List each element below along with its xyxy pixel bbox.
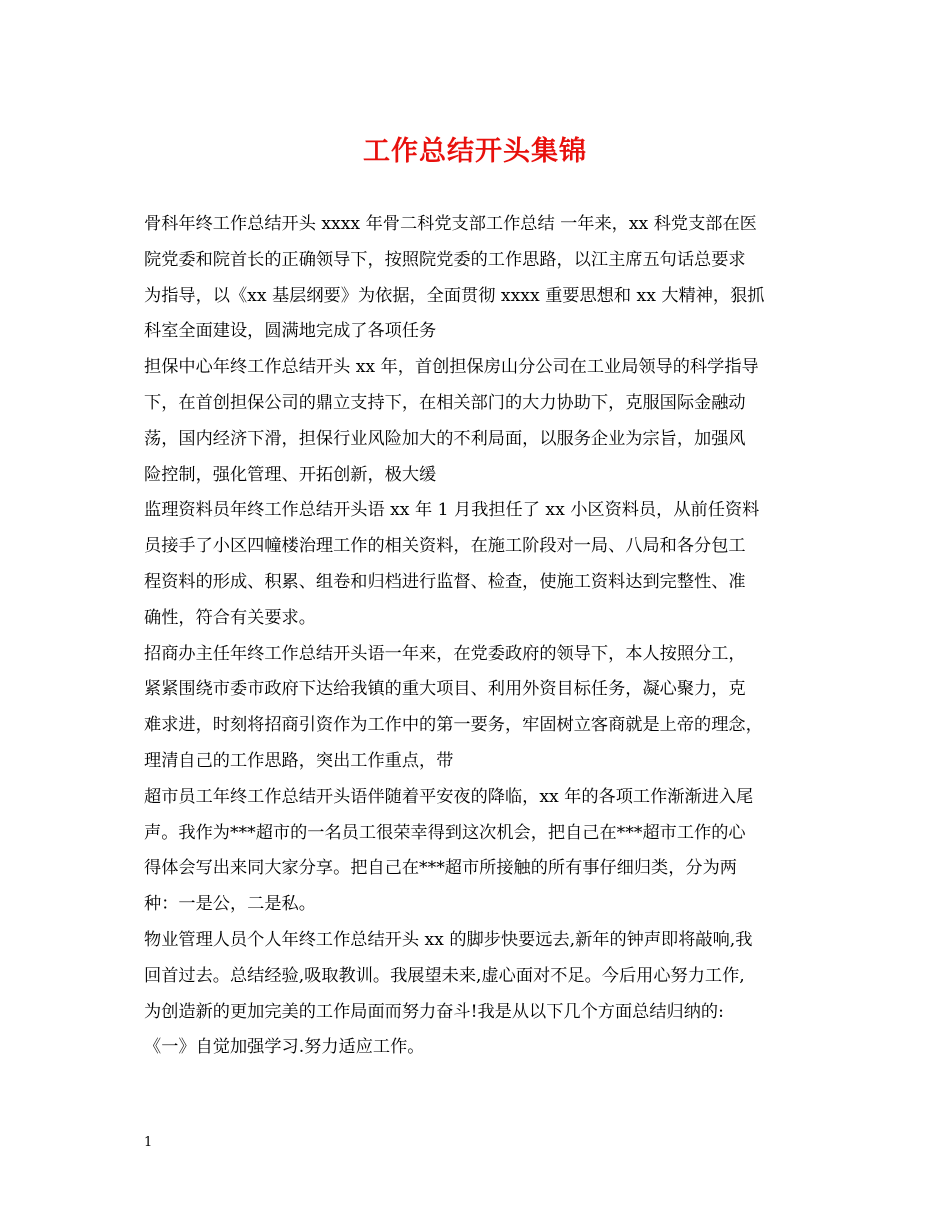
text-line: 招商办主任年终工作总结开头语一年来，在党委政府的领导下，本人按照分工， xyxy=(144,643,746,664)
text-line: 科室全面建设，圆满地完成了各项任务 xyxy=(144,321,437,342)
text-line: 超市员工年终工作总结开头语伴随着平安夜的降临，xx 年的各项工作渐渐进入尾 xyxy=(144,786,754,807)
text-line: 员接手了小区四幢楼治理工作的相关资料，在施工阶段对一局、八局和各分包工 xyxy=(144,536,746,557)
text-line: 声。我作为***超市的一名员工很荣幸得到这次机会，把自己在***超市工作的心 xyxy=(144,822,746,843)
text-line: 骨科年终工作总结开头 xxxx 年骨二科党支部工作总结 一年来，xx 科党支部在医 xyxy=(144,214,757,234)
text-line: 《一》自觉加强学习.努力适应工作。 xyxy=(144,1037,425,1058)
document-title: 工作总结开头集锦 xyxy=(363,136,587,167)
text-line: 为创造新的更加完美的工作局面而努力奋斗!我是从以下几个方面总结归纳的: xyxy=(144,1001,724,1022)
page-number: 1 xyxy=(144,1135,153,1150)
text-line: 得体会写出来同大家分享。把自己在***超市所接触的所有事仔细归类，分为两 xyxy=(144,858,737,879)
text-line: 荡，国内经济下滑，担保行业风险加大的不利局面，以服务企业为宗旨，加强风 xyxy=(144,428,746,449)
text-line: 险控制，强化管理、开拓创新，极大缓 xyxy=(144,464,437,485)
text-line: 理清自己的工作思路，突出工作重点，带 xyxy=(144,750,454,771)
text-line: 物业管理人员个人年终工作总结开头 xx 的脚步快要远去,新年的钟声即将敲响,我 xyxy=(144,929,753,950)
text-line: 紧紧围绕市委市政府下达给我镇的重大项目、利用外资目标任务，凝心聚力，克 xyxy=(144,679,746,700)
text-line: 难求进，时刻将招商引资作为工作中的第一要务，牢固树立客商就是上帝的理念， xyxy=(144,715,763,736)
text-line: 下，在首创担保公司的鼎立支持下，在相关部门的大力协助下，克服国际金融动 xyxy=(144,392,746,413)
text-line: 程资料的形成、积累、组卷和归档进行监督、检查，使施工资料达到完整性、准 xyxy=(144,571,746,592)
text-line: 回首过去。总结经验,吸取教训。我展望未来,虚心面对不足。今后用心努力工作, xyxy=(144,965,745,986)
text-line: 监理资料员年终工作总结开头语 xx 年 1 月我担任了 xx 小区资料员，从前任资料 xyxy=(144,500,760,521)
text-line: 院党委和院首长的正确领导下，按照院党委的工作思路，以江主席五句话总要求 xyxy=(144,249,746,270)
text-line: 确性，符合有关要求。 xyxy=(144,607,316,628)
text-line: 种：一是公，二是私。 xyxy=(144,894,316,915)
text-line: 为指导，以《xx 基层纲要》为依据，全面贯彻 xxxx 重要思想和 xx 大精神，狠抓 xyxy=(144,285,765,306)
text-line: 担保中心年终工作总结开头 xx 年，首创担保房山分公司在工业局领导的科学指导 xyxy=(144,357,759,378)
document-body xyxy=(144,207,812,1066)
